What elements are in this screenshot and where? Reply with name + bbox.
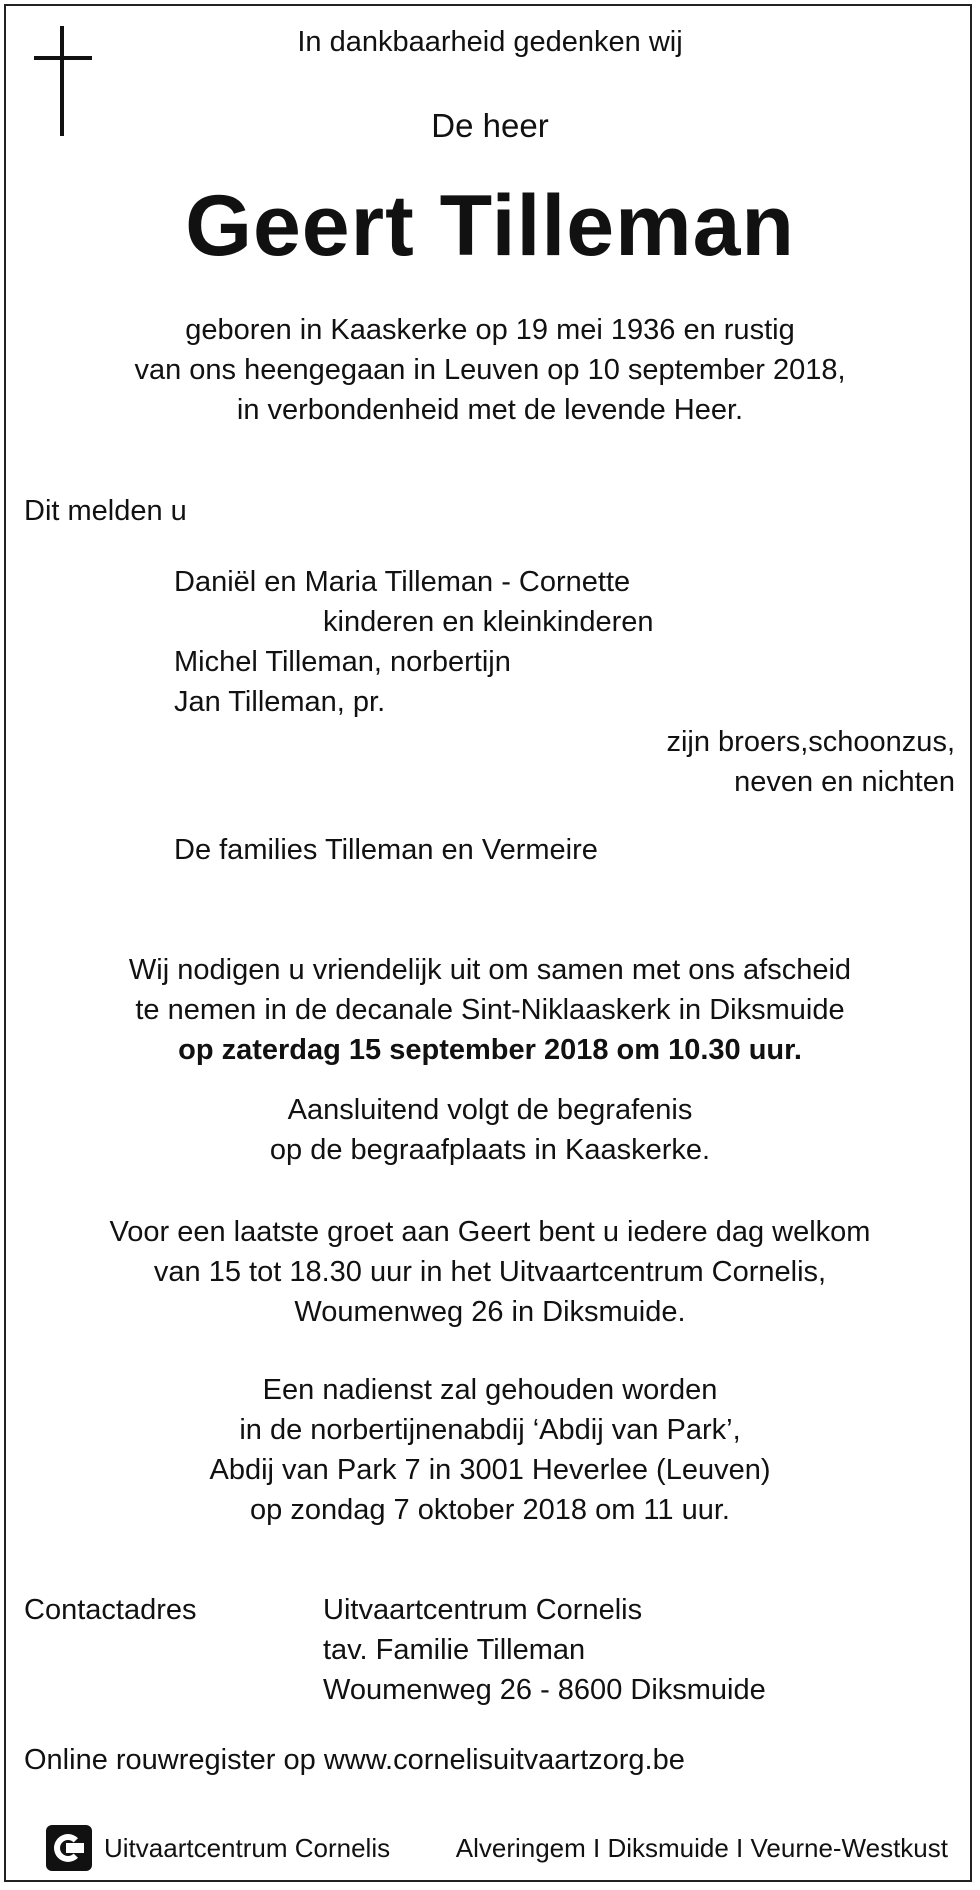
life-details	[0, 310, 980, 430]
invitation-line: te nemen in de decanale Sint-Niklaaskerk in Diksmuide	[135, 994, 845, 1026]
announcer-line: Jan Tilleman, pr.	[174, 686, 386, 718]
online-register-text: Online rouwregister op www.cornelisuitvaartzorg.be	[24, 1744, 685, 1776]
life-line: geboren in Kaaskerke op 19 mei 1936 en rustig	[185, 314, 795, 346]
visit-line: Voor een laatste groet aan Geert bent u iedere dag welkom	[109, 1216, 871, 1248]
footer-locations: Alveringem I Diksmuide I Veurne-Westkust	[455, 1833, 948, 1863]
service-line: op zondag 7 oktober 2018 om 11 uur.	[250, 1494, 730, 1526]
announcer-line: kinderen en kleinkinderen	[323, 606, 654, 638]
invitation-line: Wij nodigen u vriendelijk uit om samen met ons afscheid	[128, 954, 852, 986]
service-line: Een nadienst zal gehouden worden	[262, 1374, 718, 1406]
life-line: in verbondenheid met de levende Heer.	[236, 394, 744, 426]
announcers-intro: Dit melden u	[24, 495, 187, 527]
burial-text	[0, 1090, 980, 1170]
burial-line: op de begraafplaats in Kaaskerke.	[269, 1134, 711, 1166]
deceased-name: Geert Tilleman	[185, 178, 795, 274]
announcer-line: De families Tilleman en Vermeire	[174, 834, 598, 866]
cornelis-logo-icon	[46, 1825, 92, 1871]
burial-line: Aansluitend volgt de begrafenis	[287, 1094, 693, 1126]
service-text	[0, 1370, 980, 1530]
announcer-line: neven en nichten	[734, 766, 955, 798]
announcer-line: zijn broers,schoonzus,	[666, 726, 955, 758]
announcer-line: Daniël en Maria Tilleman - Cornette	[174, 566, 631, 598]
salutation: De heer	[431, 107, 549, 144]
announcer-line: Michel Tilleman, norbertijn	[174, 646, 511, 678]
visit-line: Woumenweg 26 in Diksmuide.	[294, 1296, 686, 1328]
contact-label: Contactadres	[24, 1594, 197, 1626]
invitation-text	[0, 950, 980, 1070]
service-line: in de norbertijnenabdij ‘Abdij van Park’,	[239, 1414, 741, 1446]
ceremony-date: op zaterdag 15 september 2018 om 10.30 uur.	[178, 1034, 802, 1066]
service-line: Abdij van Park 7 in 3001 Heverlee (Leuven)	[209, 1454, 771, 1486]
life-line: van ons heengegaan in Leuven op 10 september 2018,	[134, 354, 846, 386]
contact-line: Uitvaartcentrum Cornelis	[323, 1594, 643, 1626]
contact-line: tav. Familie Tilleman	[323, 1634, 586, 1666]
intro-text: In dankbaarheid gedenken wij	[297, 26, 683, 58]
visit-line: van 15 tot 18.30 uur in het Uitvaartcentrum Cornelis,	[153, 1256, 827, 1288]
contact-line: Woumenweg 26 - 8600 Diksmuide	[323, 1674, 766, 1706]
footer-company: Uitvaartcentrum Cornelis	[104, 1833, 391, 1863]
visit-text	[0, 1212, 980, 1332]
contact-address	[323, 1590, 766, 1710]
